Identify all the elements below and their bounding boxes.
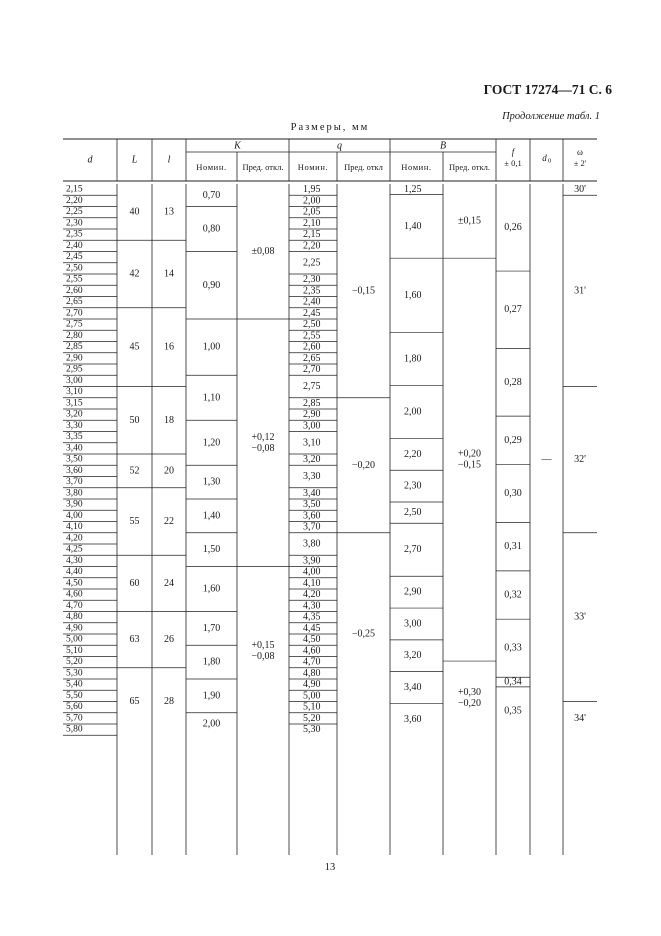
B-nomin: 3,00 — [404, 618, 422, 630]
B-tolerance: −0,20 — [457, 698, 482, 710]
q-nomin: 4,80 — [303, 667, 321, 679]
K-tolerance: ±0,08 — [251, 246, 275, 257]
K-nomin: 1,70 — [202, 622, 221, 634]
K-nomin: 0,70 — [202, 189, 221, 201]
q-nomin: 2,65 — [303, 352, 321, 364]
B-tolerance: −0,15 — [457, 459, 482, 471]
L-value: 55 — [129, 516, 140, 527]
omega-value: 33' — [574, 611, 586, 623]
d-value: 3,80 — [66, 488, 83, 499]
L-value: 50 — [129, 414, 140, 426]
B-nomin: 2,90 — [404, 586, 422, 598]
L-value: 45 — [129, 341, 140, 353]
q-nomin: 2,05 — [303, 206, 321, 218]
d0-value: — — [541, 454, 552, 466]
q-nomin: 2,25 — [303, 257, 321, 269]
q-nomin: 2,75 — [303, 381, 321, 392]
standard-code: ГОСТ 17274—71 С. 6 — [483, 82, 612, 97]
q-nomin: 3,40 — [303, 487, 321, 499]
q-nomin: 3,10 — [303, 437, 321, 449]
q-nomin: 2,60 — [303, 341, 321, 353]
d-value: 5,70 — [66, 713, 83, 724]
d-value: 2,45 — [66, 252, 83, 263]
d-value: 5,40 — [66, 679, 83, 690]
K-tolerance: +0,12 — [251, 431, 275, 443]
B-nomin: 3,20 — [404, 650, 422, 662]
header-f-tol: ± 0,1 — [504, 158, 522, 168]
l-value: 26 — [164, 634, 174, 646]
K-nomin: 1,40 — [202, 510, 221, 522]
B-nomin: 2,70 — [404, 544, 422, 556]
q-nomin: 4,20 — [303, 589, 321, 601]
omega-value: 34' — [574, 712, 586, 724]
q-nomin: 2,00 — [303, 195, 321, 207]
d-value: 2,30 — [66, 218, 83, 229]
q-nomin: 3,90 — [303, 555, 321, 567]
d-value: 3,70 — [66, 477, 83, 488]
header-d: d — [87, 154, 93, 166]
d-value: 2,40 — [66, 240, 83, 251]
L-value: 63 — [129, 634, 140, 646]
L-value: 60 — [129, 577, 140, 589]
f-value: 0,26 — [504, 222, 522, 234]
q-nomin: 3,50 — [303, 499, 321, 511]
K-nomin: 1,90 — [202, 690, 221, 702]
q-nomin: 2,85 — [303, 397, 321, 409]
B-nomin: 2,00 — [404, 406, 422, 418]
q-nomin: 2,70 — [303, 364, 321, 376]
header-B-tol: Пред. откл. — [449, 162, 490, 172]
q-nomin: 2,45 — [303, 307, 321, 319]
d-value: 2,65 — [66, 297, 83, 308]
q-nomin: 3,80 — [303, 538, 321, 550]
header-l: l — [167, 154, 171, 166]
d-value: 3,10 — [66, 387, 83, 398]
q-nomin: 4,90 — [303, 679, 321, 691]
d-value: 2,95 — [66, 364, 83, 375]
d-value: 2,80 — [66, 330, 83, 341]
K-nomin: 1,80 — [202, 656, 221, 668]
B-nomin: 3,60 — [404, 713, 422, 725]
q-nomin: 4,60 — [303, 645, 321, 657]
K-nomin: 2,00 — [202, 718, 221, 730]
d-value: 5,50 — [66, 690, 83, 701]
d-value: 3,30 — [66, 420, 83, 431]
f-value: 0,32 — [504, 589, 522, 601]
q-nomin: 4,00 — [303, 566, 321, 578]
L-value: 52 — [129, 465, 140, 477]
header-d0: d — [542, 153, 547, 163]
q-nomin: 3,60 — [303, 510, 321, 522]
K-nomin: 1,20 — [202, 437, 221, 449]
B-nomin: 2,50 — [404, 507, 422, 519]
l-value: 24 — [164, 577, 174, 589]
d-value: 3,50 — [66, 454, 83, 465]
table-caption: Размеры, мм — [290, 122, 370, 133]
q-nomin: 4,30 — [303, 600, 321, 612]
d-value: 5,30 — [66, 668, 83, 679]
L-value: 42 — [129, 268, 140, 280]
B-tolerance: ±0,15 — [458, 215, 481, 227]
d-value: 5,60 — [66, 702, 83, 713]
q-nomin: 2,40 — [303, 296, 321, 308]
B-nomin: 2,20 — [404, 448, 422, 460]
K-tolerance: +0,15 — [251, 639, 275, 651]
d-value: 4,00 — [66, 510, 83, 521]
d-value: 2,50 — [66, 263, 83, 274]
d-value: 4,50 — [66, 578, 83, 589]
f-value: 0,29 — [504, 434, 522, 446]
K-nomin: 1,00 — [202, 341, 221, 353]
K-nomin: 1,60 — [202, 583, 221, 595]
K-nomin: 1,30 — [202, 476, 221, 488]
d-value: 5,10 — [66, 645, 83, 656]
q-nomin: 3,30 — [303, 471, 321, 482]
q-nomin: 2,35 — [303, 285, 321, 297]
q-nomin: 2,15 — [303, 229, 321, 241]
omega-value: 32' — [574, 454, 586, 466]
q-nomin: 3,00 — [303, 420, 321, 432]
d-value: 2,55 — [66, 274, 83, 285]
q-nomin: 4,10 — [303, 577, 321, 589]
f-value: 0,27 — [504, 304, 522, 316]
d-value: 2,70 — [66, 308, 83, 319]
K-nomin: 1,10 — [202, 392, 221, 404]
K-nomin: 0,80 — [202, 223, 221, 235]
d-value: 4,70 — [66, 600, 83, 611]
B-nomin: 2,30 — [404, 480, 422, 492]
header-K: K — [234, 140, 241, 152]
q-nomin: 3,20 — [303, 454, 321, 466]
q-nomin: 5,00 — [303, 690, 321, 702]
l-value: 28 — [164, 696, 174, 707]
K-nomin: 0,90 — [202, 279, 221, 291]
table-continuation-label: Продолжение табл. 1 — [502, 111, 600, 122]
omega-value: 30' — [574, 184, 586, 196]
header-K-tol: Пред. откл. — [242, 162, 284, 172]
q-nomin: 1,95 — [303, 184, 321, 196]
header-omega-tol: ± 2' — [573, 158, 587, 168]
B-nomin: 1,60 — [404, 289, 422, 301]
d-value: 4,30 — [66, 555, 83, 566]
page-number: 13 — [324, 862, 336, 873]
l-value: 18 — [164, 414, 174, 426]
f-value: 0,33 — [504, 642, 522, 654]
q-nomin: 4,70 — [303, 656, 321, 668]
d-value: 3,35 — [66, 432, 83, 443]
header-q-tol: Пред. откл — [344, 162, 383, 172]
q-tolerance: −0,25 — [351, 628, 376, 640]
B-nomin: 1,80 — [404, 353, 422, 365]
d-value: 5,20 — [66, 657, 83, 668]
header-B: B — [439, 140, 447, 152]
header-K-nomin: Номин. — [196, 162, 227, 172]
d-value: 4,90 — [66, 623, 83, 634]
K-nomin: 1,50 — [202, 544, 221, 556]
d-value: 2,85 — [66, 342, 83, 353]
d-value: 2,20 — [66, 195, 83, 206]
l-value: 16 — [164, 341, 174, 353]
q-nomin: 2,55 — [303, 330, 321, 342]
f-value: 0,31 — [504, 541, 522, 553]
d-value: 2,25 — [66, 207, 83, 218]
q-nomin: 2,20 — [303, 240, 321, 252]
B-tolerance: +0,30 — [457, 687, 482, 699]
d-value: 5,00 — [66, 634, 83, 645]
d-value: 2,60 — [66, 285, 83, 296]
d-value: 3,40 — [66, 443, 83, 454]
header-B-nomin: Номин. — [401, 162, 432, 172]
q-nomin: 2,50 — [303, 319, 321, 331]
q-nomin: 2,90 — [303, 409, 321, 421]
d-value: 3,15 — [66, 398, 83, 409]
header-L: L — [131, 154, 138, 166]
header-q: q — [337, 140, 342, 152]
K-tolerance: −0,08 — [251, 442, 275, 454]
d-value: 2,75 — [66, 319, 83, 330]
q-tolerance: −0,20 — [351, 459, 376, 471]
l-value: 13 — [164, 206, 174, 218]
B-nomin: 1,40 — [404, 220, 422, 232]
d-value: 3,60 — [66, 465, 83, 476]
d-value: 3,00 — [66, 375, 83, 386]
header-q-nomin: Номин. — [297, 162, 329, 172]
q-nomin: 4,50 — [303, 634, 321, 646]
d-value: 3,90 — [66, 499, 83, 510]
d-value: 4,25 — [66, 544, 83, 555]
K-tolerance: −0,08 — [251, 650, 275, 662]
f-value: 0,34 — [504, 676, 522, 688]
B-tolerance: +0,20 — [457, 448, 482, 460]
q-nomin: 3,70 — [303, 521, 321, 533]
B-nomin: 3,40 — [404, 682, 422, 694]
d-value: 4,80 — [66, 612, 83, 623]
q-nomin: 4,35 — [303, 611, 321, 623]
q-nomin: 2,30 — [303, 274, 321, 286]
d-value: 5,80 — [66, 724, 83, 735]
f-value: 0,28 — [504, 376, 522, 388]
q-nomin: 5,30 — [303, 724, 321, 736]
l-value: 14 — [164, 268, 174, 280]
d-value: 2,15 — [66, 184, 83, 195]
d-value: 4,60 — [66, 589, 83, 600]
d-value: 3,20 — [66, 409, 83, 420]
L-value: 65 — [129, 696, 140, 707]
l-value: 20 — [164, 465, 174, 477]
d-value: 4,10 — [66, 522, 83, 533]
d-value: 4,20 — [66, 533, 83, 544]
d-value: 4,40 — [66, 567, 83, 578]
d-value: 2,90 — [66, 353, 83, 364]
d-value: 2,35 — [66, 229, 83, 240]
header-f: f — [511, 147, 515, 157]
q-tolerance: −0,15 — [351, 285, 376, 297]
q-nomin: 5,20 — [303, 712, 321, 724]
header-d0-sub: 0 — [547, 157, 552, 165]
q-nomin: 4,45 — [303, 622, 321, 634]
q-nomin: 2,10 — [303, 217, 321, 229]
B-nomin: 1,25 — [404, 183, 422, 195]
l-value: 22 — [164, 516, 174, 527]
q-nomin: 5,10 — [303, 701, 321, 713]
header-omega: ω — [577, 147, 583, 157]
f-value: 0,35 — [504, 705, 522, 717]
omega-value: 31' — [574, 285, 586, 297]
f-value: 0,30 — [504, 487, 522, 499]
L-value: 40 — [129, 206, 140, 218]
